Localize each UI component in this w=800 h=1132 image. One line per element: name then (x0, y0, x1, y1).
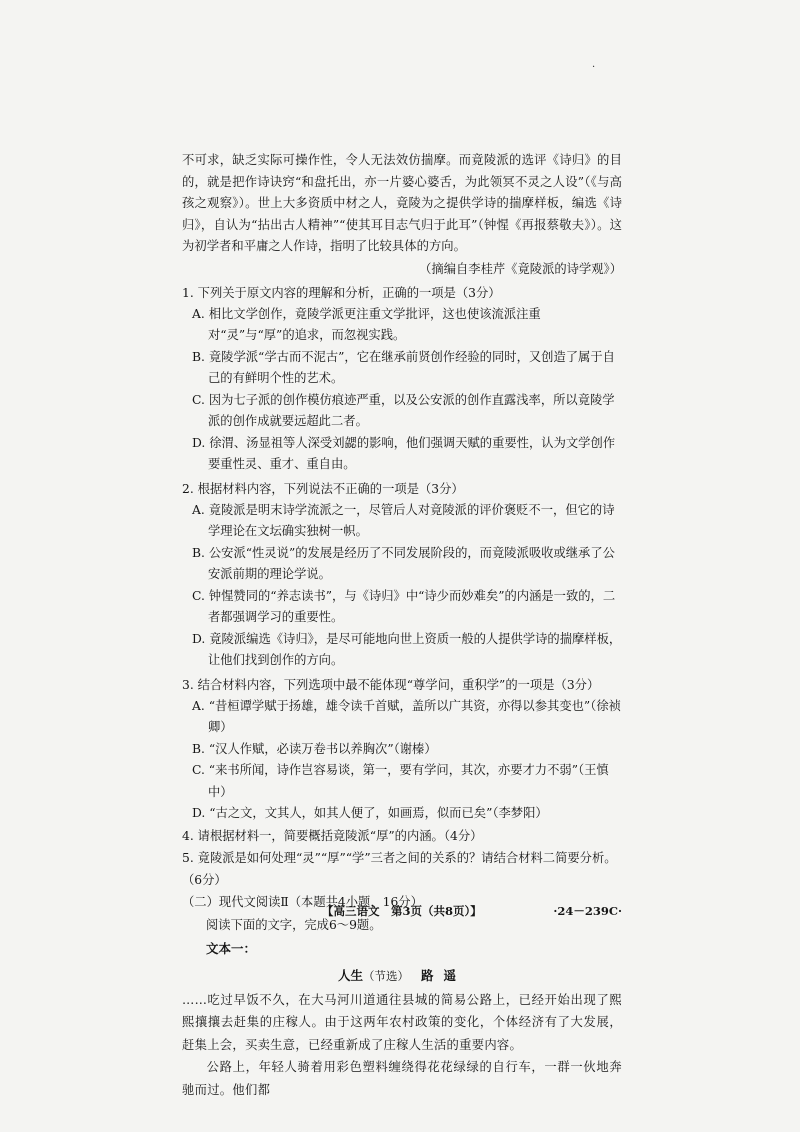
option-a: A. 相比文学创作，竟陵学派更注重文学批评，这也使该流派注重对“灵”与“厚”的追求，而忽视实践。 (192, 306, 541, 342)
option-c: C. 钟惺赞同的“养志读书”，与《诗归》中“诗少而妙难矣”的内涵是一致的，二者都强调学习的重要性。 (192, 588, 616, 624)
option-d: D. 竟陵派编选《诗归》，是尽可能地向世上资质一般的人提供学诗的揣摩样板，让他们找到创作的方向。 (192, 631, 622, 667)
passage-paragraph: 不可求，缺乏实际可操作性，令人无法效仿揣摩。而竟陵派的选评《诗归》的目的，就是把作诗诀窍“和盘托出，亦一片婆心婆舌，为此领冥不灵之人设”（《与高孩之观察》）。世上大多资质中材之人，竟陵为之提供学诗的揣摩样板，编选《诗归》，自认为“拈出古人精神”“使其耳目志气归于此耳”（钟惺《再报蔡敬夫》）。这为初学者和平庸之人作诗，指明了比较具体的方向。 (182, 153, 622, 253)
question-2 (182, 478, 622, 672)
story-title: 人生 (337, 967, 363, 983)
section-instruction: 阅读下面的文字，完成6～9题。 (206, 917, 382, 932)
text-label: 文本一： (206, 940, 257, 956)
question-3 (182, 674, 622, 825)
question-1 (182, 282, 622, 476)
story-title-line (182, 963, 622, 989)
option-b: B. “汉人作赋，必读万卷书以养胸次”（谢榛） (192, 741, 437, 756)
question-stem: 3. 结合材料内容，下列选项中最不能体现“尊学问，重积学”的一项是（3分） (182, 677, 600, 692)
story-author: 路遥 (421, 967, 467, 983)
option-a: A. “昔桓谭学赋于扬雄，雄令读千首赋，盖所以广其资，亦得以参其变也”（徐祯卿） (192, 698, 621, 734)
question-stem: 2. 根据材料内容，下列说法不正确的一项是（3分） (182, 481, 464, 496)
passage-source: （摘编自李桂芹《竟陵派的诗学观》） (419, 261, 622, 276)
story-title-note: （节选） (363, 968, 409, 983)
option-a: A. 竟陵派是明末诗学流派之一，尽管后人对竟陵派的评价褒贬不一，但它的诗学理论在文坛确实独树一帜。 (192, 502, 615, 538)
option-d: D. “古之文，文其人，如其人便了，如画焉，似而已矣”（李梦阳） (192, 806, 548, 820)
option-b: B. 竟陵学派“学古而不泥古”，它在继承前贤创作经验的同时，又创造了属于自己的有鲜明个性的艺术。 (192, 349, 615, 385)
page-number-label: 【高三语文 第3页（共8页）】 (322, 904, 482, 918)
option-b: B. 公安派“性灵说”的发展是经历了不同发展阶段的，而竟陵派吸收或继承了公安派前期的理论学说。 (192, 545, 615, 581)
question-5: 5. 竟陵派是如何处理“灵”“厚”“学”三者之间的关系的？请结合材料二简要分析。（6分） (182, 850, 617, 887)
scan-speck: · (592, 62, 596, 73)
exam-code: ·24－239C· (553, 904, 622, 918)
option-c: C. “来书所闻，诗作岂容易谈，第一，要有学问，其次，亦要才力不弱”（王慎中） (192, 763, 609, 799)
option-c: C. 因为七子派的创作模仿痕迹严重，以及公安派的创作直露浅率，所以竟陵学派的创作成就要远超此二者。 (192, 392, 615, 428)
story-paragraph: ……吃过早饭不久，在大马河川道通往县城的简易公路上，已经开始出现了熙熙攘攘去赶集的庄稼人。由于这两年农村政策的变化，个体经济有了大发展，赶集上会，买卖生意，已经重新成了庄稼人生活的重要内容。 (182, 992, 622, 1052)
question-stem: 1. 下列关于原文内容的理解和分析，正确的一项是（3分） (182, 285, 501, 300)
option-d: D. 徐渭、汤显祖等人深受刘勰的影响，他们强调天赋的重要性，认为文学创作要重性灵、重才、重自由。 (192, 435, 616, 471)
section-heading: （二）现代文阅读Ⅱ（本题共4小题，16分） (182, 894, 423, 909)
page-footer (182, 903, 622, 925)
story-paragraph: 公路上，年轻人骑着用彩色塑料缠绕得花花绿绿的自行车，一群一伙地奔驰而过。他们都 (182, 1060, 622, 1097)
question-4: 4. 请根据材料一，简要概括竟陵派“厚”的内涵。（4分） (182, 828, 483, 843)
page-content (182, 150, 622, 1101)
